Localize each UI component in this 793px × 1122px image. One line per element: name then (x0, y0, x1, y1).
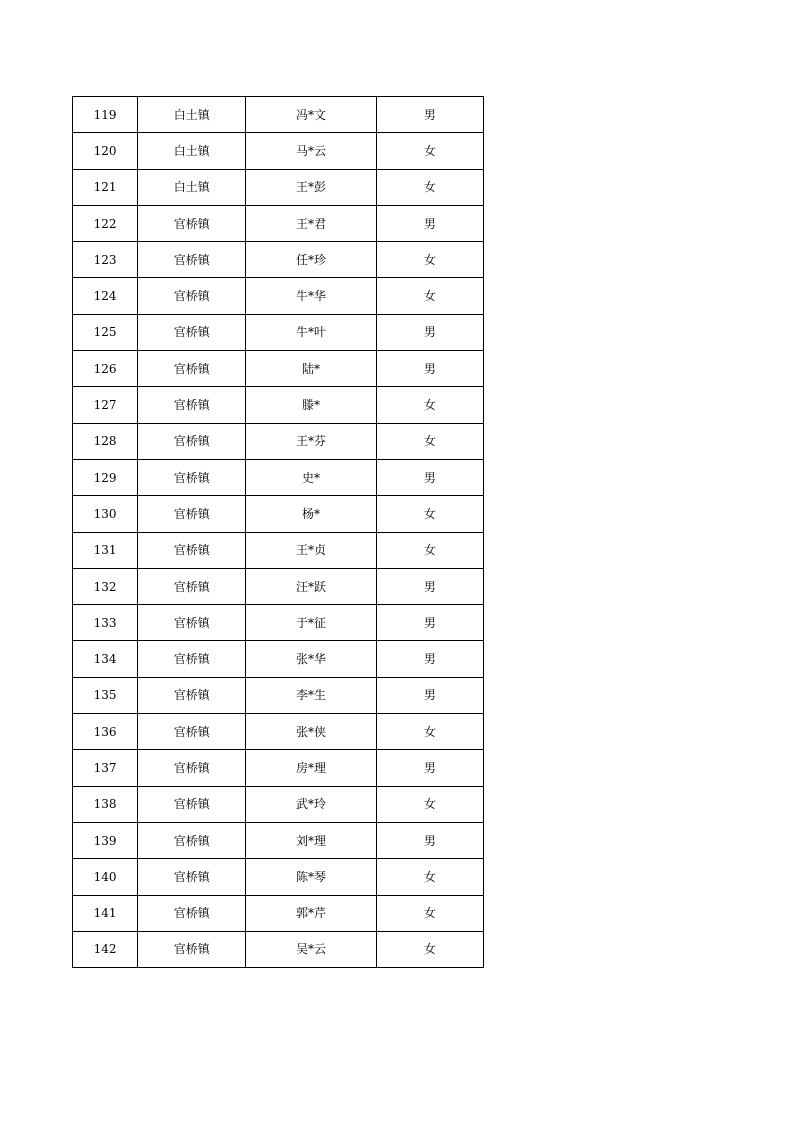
town-cell: 官桥镇 (138, 641, 246, 677)
gender-cell: 女 (376, 496, 483, 532)
row-number-cell: 137 (73, 750, 138, 786)
row-number-cell: 141 (73, 895, 138, 931)
table-row (73, 931, 484, 967)
name-cell: 张*侠 (246, 714, 376, 750)
row-number-cell: 119 (73, 97, 138, 133)
table-row (73, 387, 484, 423)
row-number-cell: 124 (73, 278, 138, 314)
gender-cell: 女 (376, 133, 483, 169)
gender-cell: 男 (376, 605, 483, 641)
table-row (73, 97, 484, 133)
row-number-cell: 132 (73, 568, 138, 604)
gender-cell: 女 (376, 278, 483, 314)
name-cell: 王*彭 (246, 169, 376, 205)
name-cell: 史* (246, 459, 376, 495)
row-number-cell: 129 (73, 459, 138, 495)
name-cell: 陆* (246, 351, 376, 387)
row-number-cell: 120 (73, 133, 138, 169)
town-cell: 官桥镇 (138, 459, 246, 495)
gender-cell: 女 (376, 387, 483, 423)
table-row (73, 605, 484, 641)
town-cell: 官桥镇 (138, 931, 246, 967)
name-cell: 陈*琴 (246, 859, 376, 895)
name-cell: 王*君 (246, 205, 376, 241)
row-number-cell: 135 (73, 677, 138, 713)
table-row (73, 822, 484, 858)
town-cell: 官桥镇 (138, 278, 246, 314)
table-row (73, 459, 484, 495)
row-number-cell: 142 (73, 931, 138, 967)
table-row (73, 568, 484, 604)
table-row (73, 351, 484, 387)
name-cell: 吴*云 (246, 931, 376, 967)
name-cell: 冯*文 (246, 97, 376, 133)
town-cell: 官桥镇 (138, 242, 246, 278)
gender-cell: 男 (376, 568, 483, 604)
name-cell: 牛*华 (246, 278, 376, 314)
town-cell: 官桥镇 (138, 496, 246, 532)
name-cell: 刘*理 (246, 822, 376, 858)
town-cell: 官桥镇 (138, 351, 246, 387)
name-cell: 王*芬 (246, 423, 376, 459)
town-cell: 白土镇 (138, 97, 246, 133)
name-cell: 滕* (246, 387, 376, 423)
name-cell: 郭*芹 (246, 895, 376, 931)
gender-cell: 女 (376, 169, 483, 205)
town-cell: 官桥镇 (138, 314, 246, 350)
row-number-cell: 134 (73, 641, 138, 677)
row-number-cell: 140 (73, 859, 138, 895)
gender-cell: 女 (376, 242, 483, 278)
table-row (73, 677, 484, 713)
gender-cell: 男 (376, 677, 483, 713)
gender-cell: 女 (376, 859, 483, 895)
gender-cell: 男 (376, 750, 483, 786)
gender-cell: 男 (376, 97, 483, 133)
gender-cell: 女 (376, 895, 483, 931)
row-number-cell: 133 (73, 605, 138, 641)
town-cell: 官桥镇 (138, 895, 246, 931)
name-cell: 任*珍 (246, 242, 376, 278)
name-cell: 李*生 (246, 677, 376, 713)
town-cell: 官桥镇 (138, 714, 246, 750)
town-cell: 官桥镇 (138, 677, 246, 713)
gender-cell: 男 (376, 459, 483, 495)
row-number-cell: 138 (73, 786, 138, 822)
row-number-cell: 130 (73, 496, 138, 532)
table-row (73, 714, 484, 750)
town-cell: 官桥镇 (138, 387, 246, 423)
row-number-cell: 139 (73, 822, 138, 858)
name-cell: 牛*叶 (246, 314, 376, 350)
table-row (73, 496, 484, 532)
gender-cell: 女 (376, 786, 483, 822)
table-row (73, 859, 484, 895)
row-number-cell: 122 (73, 205, 138, 241)
gender-cell: 女 (376, 714, 483, 750)
table-row (73, 205, 484, 241)
table-row (73, 133, 484, 169)
town-cell: 官桥镇 (138, 205, 246, 241)
town-cell: 官桥镇 (138, 822, 246, 858)
row-number-cell: 136 (73, 714, 138, 750)
row-number-cell: 121 (73, 169, 138, 205)
town-cell: 官桥镇 (138, 786, 246, 822)
town-cell: 白土镇 (138, 169, 246, 205)
gender-cell: 男 (376, 351, 483, 387)
name-cell: 汪*跃 (246, 568, 376, 604)
name-cell: 房*理 (246, 750, 376, 786)
name-cell: 张*华 (246, 641, 376, 677)
gender-cell: 女 (376, 532, 483, 568)
town-cell: 官桥镇 (138, 568, 246, 604)
gender-cell: 女 (376, 931, 483, 967)
row-number-cell: 126 (73, 351, 138, 387)
row-number-cell: 128 (73, 423, 138, 459)
town-cell: 官桥镇 (138, 750, 246, 786)
name-cell: 于*征 (246, 605, 376, 641)
table-row (73, 532, 484, 568)
town-cell: 官桥镇 (138, 605, 246, 641)
table-row (73, 895, 484, 931)
row-number-cell: 123 (73, 242, 138, 278)
gender-cell: 男 (376, 314, 483, 350)
row-number-cell: 125 (73, 314, 138, 350)
roster-table (72, 96, 484, 968)
row-number-cell: 127 (73, 387, 138, 423)
table-row (73, 169, 484, 205)
table-row (73, 641, 484, 677)
gender-cell: 男 (376, 822, 483, 858)
table-row (73, 786, 484, 822)
gender-cell: 男 (376, 641, 483, 677)
town-cell: 白土镇 (138, 133, 246, 169)
table-row (73, 750, 484, 786)
name-cell: 马*云 (246, 133, 376, 169)
row-number-cell: 131 (73, 532, 138, 568)
name-cell: 王*贞 (246, 532, 376, 568)
gender-cell: 男 (376, 205, 483, 241)
town-cell: 官桥镇 (138, 532, 246, 568)
name-cell: 武*玲 (246, 786, 376, 822)
name-cell: 杨* (246, 496, 376, 532)
roster-table-body (73, 97, 484, 968)
gender-cell: 女 (376, 423, 483, 459)
table-row (73, 278, 484, 314)
table-row (73, 314, 484, 350)
table-row (73, 242, 484, 278)
town-cell: 官桥镇 (138, 859, 246, 895)
town-cell: 官桥镇 (138, 423, 246, 459)
table-row (73, 423, 484, 459)
